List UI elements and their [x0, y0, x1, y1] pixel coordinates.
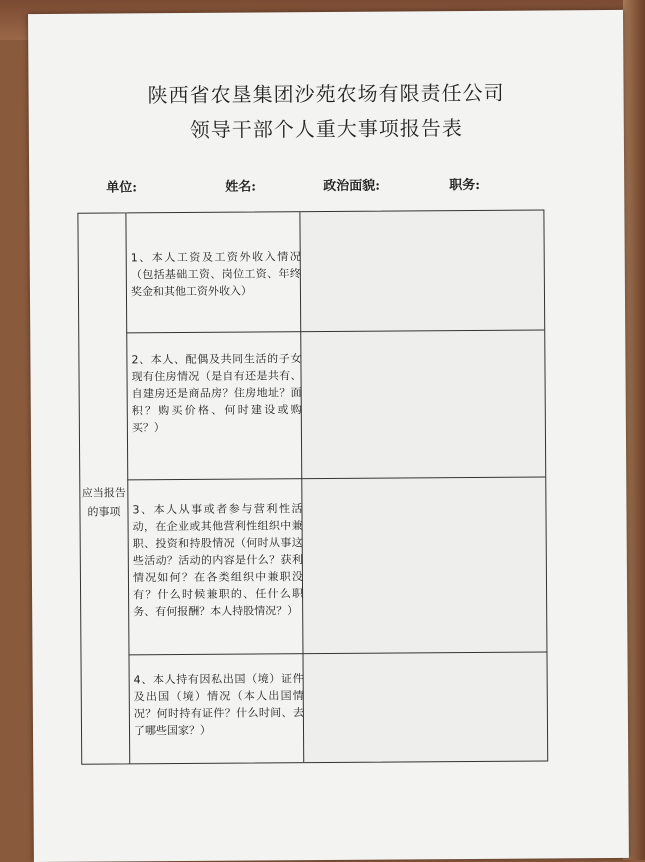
report-item-business: 3、本人从事或者参与营利性活动，在企业或其他营利性组织中兼职、投资和持股情况（何时从事这些活动？活动的内容是什么？获利情况如何？在各类组织中兼职没有？什么时候兼职的、任什么职务、有何报酬？本人持股情况？）: [132, 502, 304, 619]
answer-cell-travel[interactable]: [303, 652, 547, 763]
report-item-travel: 4、本人持有因私出国（境）证件及出国（境）情况（本人出国情况？何时持有证件？什么时间、去了哪些国家？）: [133, 672, 304, 738]
field-position-label: 职务:: [449, 177, 481, 194]
document-title-form: 领导干部个人重大事项报告表: [189, 116, 463, 142]
document-title-company: 陕西省农垦集团沙苑农场有限责任公司: [147, 80, 505, 108]
answer-cell-business[interactable]: [302, 477, 546, 653]
answer-cell-housing[interactable]: [301, 330, 545, 478]
section-label: 应当报告的事项: [81, 486, 126, 519]
paper-sheet: [28, 10, 629, 862]
report-item-housing: 2、本人、配偶及共同生活的子女现有住房情况（是自有还是共有、自建房还是商品房？住房地址？面积？购买价格、何时建设或购买？）: [131, 352, 302, 435]
answer-cell-income[interactable]: [300, 210, 544, 331]
field-name-label: 姓名:: [225, 179, 257, 195]
field-political-status-label: 政治面貌:: [323, 178, 381, 195]
report-table: [77, 209, 548, 764]
report-item-income: 1、本人工资及工资外收入情况（包括基础工资、岗位工资、年终奖金和其他工资外收入）: [130, 250, 301, 299]
field-unit-label: 单位:: [106, 180, 138, 196]
